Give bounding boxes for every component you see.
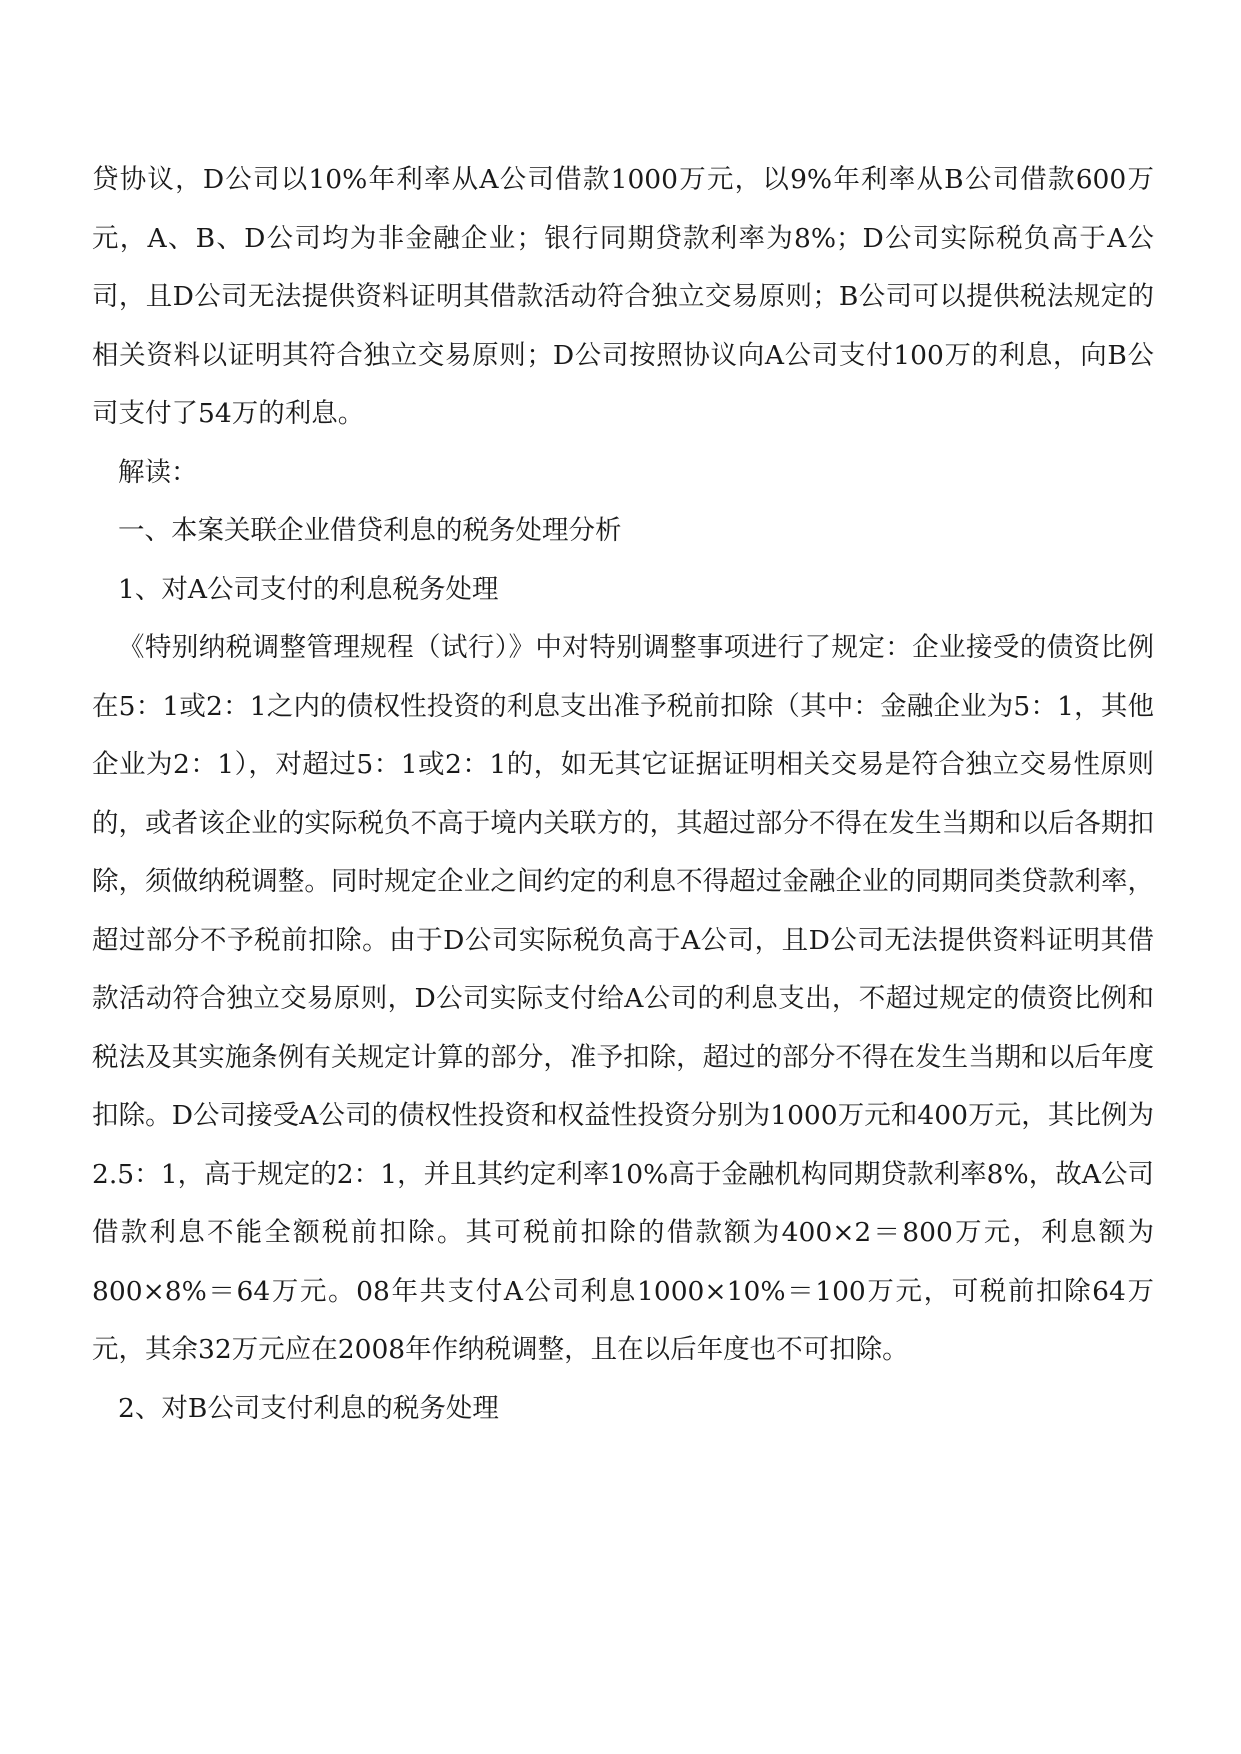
- document-page: [92, 151, 1154, 1438]
- section-1-heading: 一、本案关联企业借贷利息的税务处理分析: [118, 515, 622, 546]
- interpretation-label: 解读：: [118, 456, 198, 488]
- subsection-b-heading: 2、对B公司支付利息的税务处理: [118, 1392, 499, 1424]
- case-description-paragraph: 贷协议，D公司以10%年利率从A公司借款1000万元，以9%年利率从B公司借款600万元，A、B、D公司均为非金融企业；银行同期贷款利率为8%；D公司实际税负高于A公司，且D公司无法提供资料证明其借款活动符合独立交易原则；B公司可以提供税法规定的相关资料以证明其符合独立交易原则；D公司按照协议向A公司支付100万的利息，向B公司支付了54万的利息。: [92, 164, 1154, 429]
- subsection-a-heading: 1、对A公司支付的利息税务处理: [118, 573, 499, 605]
- subsection-a-body-paragraph: 《特别纳税调整管理规程（试行）》中对特别调整事项进行了规定：企业接受的债资比例在5：1或2：1之内的债权性投资的利息支出准予税前扣除（其中：金融企业为5：1，其他企业为2：1），对超过5：1或2：1的，如无其它证据证明相关交易是符合独立交易性原则的，或者该企业的实际税负不高于境内关联方的，其超过部分不得在发生当期和以后各期扣除，须做纳税调整。同时规定企业之间约定的利息不得超过金融企业的同期同类贷款利率，超过部分不予税前扣除。由于D公司实际税负高于A公司，且D公司无法提供资料证明其借款活动符合独立交易原则，D公司实际支付给A公司的利息支出，不超过规定的债资比例和税法及其实施条例有关规定计算的部分，准予扣除，超过的部分不得在发生当期和以后年度扣除。D公司接受A公司的债权性投资和权益性投资分别为1000万元和400万元，其比例为2.5：1，高于规定的2：1，并且其约定利率10%高于金融机构同期贷款利率8%，故A公司借款利息不能全额税前扣除。其可税前扣除的借款额为400×2＝800万元，利息额为800×8%＝64万元。08年共支付A公司利息1000×10%＝100万元，可税前扣除64万元，其余32万元应在2008年作纳税调整，且在以后年度也不可扣除。: [92, 632, 1154, 1365]
